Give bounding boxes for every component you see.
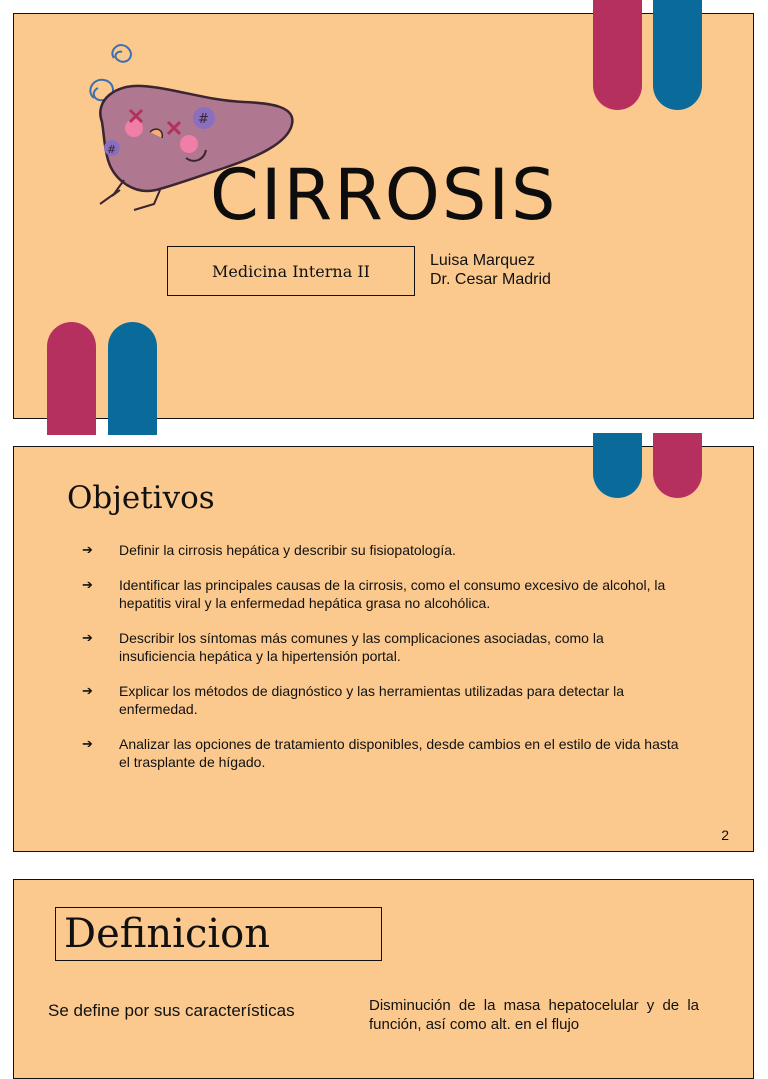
instructor-name: Dr. Cesar Madrid — [430, 271, 551, 288]
list-item: ➔ Describir los síntomas más comunes y las complicaciones asociadas, como la insuficiencia hepática y la hipertensión portal. — [82, 630, 604, 664]
decor-pill-top-blue — [653, 0, 702, 110]
presentation-title: CIRROSIS — [210, 154, 558, 236]
arrow-icon: ➔ — [82, 542, 93, 557]
definition-heading: Definicion — [55, 907, 382, 961]
author-list — [430, 251, 551, 289]
subject-box: Medicina Interna II — [167, 246, 415, 296]
list-item: ➔ Analizar las opciones de tratamiento disponibles, desde cambios en el estilo de vida hasta el trasplante de hígado. — [82, 736, 679, 770]
definition-slide — [13, 879, 754, 1079]
arrow-icon: ➔ — [82, 683, 93, 698]
decor-pill-magenta — [653, 433, 702, 498]
objectives-list — [82, 541, 682, 788]
objectives-heading: Objetivos — [67, 480, 215, 516]
objectives-slide — [13, 446, 754, 852]
author-name: Luisa Marquez — [430, 252, 535, 269]
title-slide — [13, 13, 754, 419]
definition-left-text: Se define por sus características — [48, 1001, 295, 1020]
decor-pill-bottom-blue — [108, 322, 157, 435]
list-item: ➔ Identificar las principales causas de la cirrosis, como el consumo excesivo de alcohol, la hepatitis viral y la enfermedad hepática grasa no alcohólica. — [82, 577, 666, 611]
definition-right-text: Disminución de la masa hepatocelular y de la función, así como alt. en el flujo — [369, 997, 699, 1033]
list-item: ➔ Definir la cirrosis hepática y describir su fisiopatología. — [82, 542, 456, 558]
arrow-icon: ➔ — [82, 577, 93, 592]
decor-pill-top-magenta — [593, 0, 642, 110]
svg-text:#: # — [198, 112, 209, 127]
page-number: 2 — [721, 827, 729, 843]
decor-pill-bottom-magenta — [47, 322, 96, 435]
decor-pill-blue — [593, 433, 642, 498]
svg-text:#: # — [107, 143, 117, 156]
arrow-icon: ➔ — [82, 630, 93, 645]
arrow-icon: ➔ — [82, 736, 93, 751]
list-item: ➔ Explicar los métodos de diagnóstico y las herramientas utilizadas para detectar la enfermedad. — [82, 683, 625, 717]
